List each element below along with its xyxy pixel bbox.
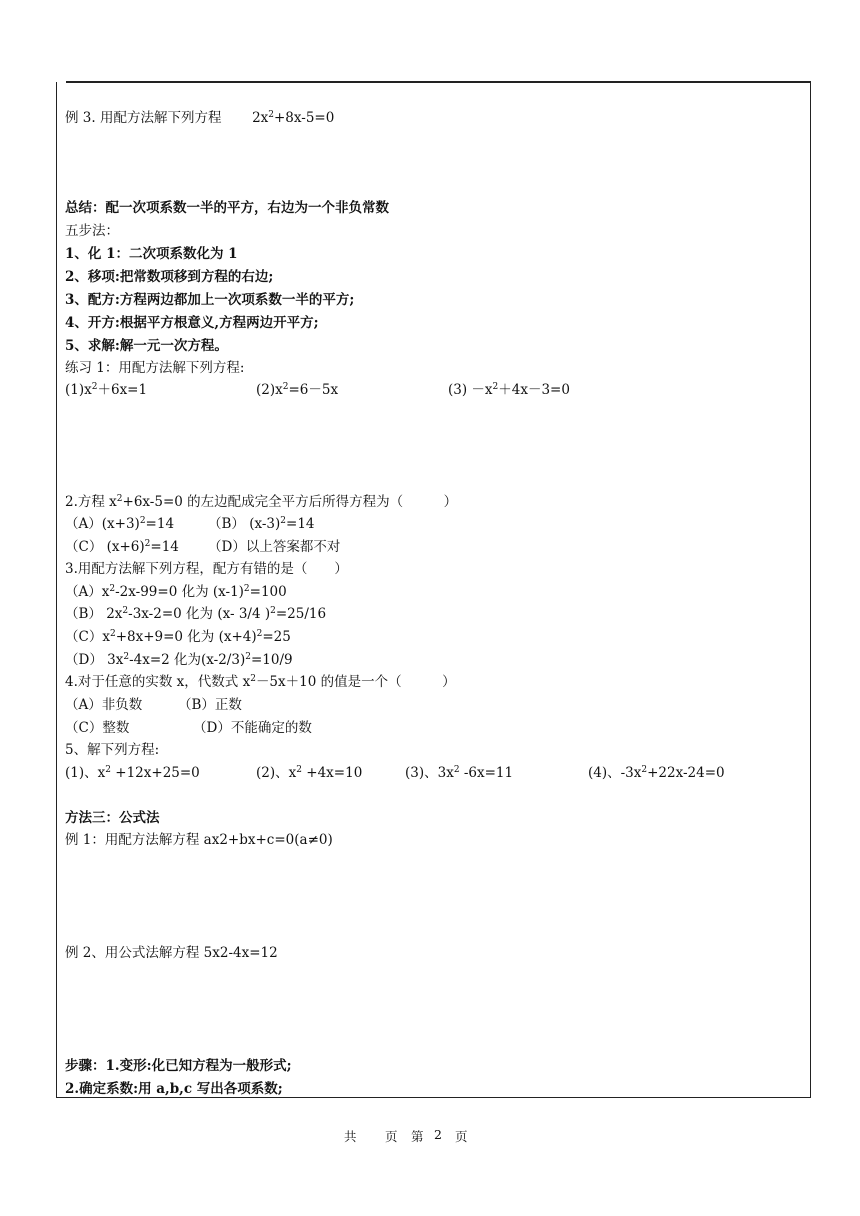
q4-option-d: （D）不能确定的数 (193, 720, 312, 736)
q5-item-3: (3)、$3x^2$ -6x=11 (405, 765, 514, 781)
q2-option-a: $(A)(x+3)^2=14$ (65, 516, 175, 532)
q3-option-b: （B） $2x^2-3x-2=0$ 化为 (x- 3/4 )$^2$=25/16 (65, 606, 327, 622)
q4-stem: 4.对于任意的实数 x，代数式 $x^2-5x+10$ 的值是一个（ ） (65, 674, 456, 690)
q3-stem: 3.用配方法解下列方程，配方有错的是（ ） (65, 561, 348, 577)
example3-label: 例 3. 用配方法解下列方程 (65, 110, 222, 126)
q5-item-1: (1)、$x^2 +12x+25=0$ (65, 765, 200, 781)
exercise1-item-3: $(3) -x^2+4x-3=0$ (448, 382, 570, 398)
exercise1-item-2: $(2)x^2=6-5x$ (256, 382, 339, 398)
method3-title: 方法三：公式法 (65, 810, 160, 826)
method3-steps-line2: 2.确定系数:用 a,b,c 写出各项系数; (65, 1081, 283, 1097)
step-5: 5、求解:解一元一次方程。 (65, 338, 228, 354)
footer-page-prefix: 第 (411, 1129, 424, 1144)
footer-page-number: 2 (434, 1127, 442, 1142)
example3-equation: $2x^2+8x-5=0$ (252, 110, 335, 126)
q2-stem: 2.方程 $x^2+6x-5=0$ 的左边配成完全平方后所得方程为（ ） (65, 494, 458, 510)
step-3: 3、配方:方程两边都加上一次项系数一半的平方; (65, 292, 355, 308)
q3-option-c: $(C)x^2+8x+9=0$ 化为 $(x+4)^2=25$ (65, 629, 291, 645)
exercise1-title: 练习 1：用配方法解下列方程: (65, 360, 245, 376)
q2-option-d: （D）以上答案都不对 (208, 539, 341, 555)
method3-steps-line1: 步骤：1.变形:化已知方程为一般形式; (65, 1058, 292, 1074)
five-steps-heading: 五步法： (65, 223, 119, 239)
method3-example2: 例 2、用公式法解方程 5x2-4x=12 (65, 945, 278, 961)
summary-title: 总结：配一次项系数一半的平方，右边为一个非负常数 (65, 200, 389, 216)
step-2: 2、移项:把常数项移到方程的右边; (65, 269, 274, 285)
footer-page-unit1: 页 (385, 1129, 398, 1144)
example3-line (65, 109, 334, 127)
q4-option-a: （A）非负数 (65, 697, 143, 713)
q2-option-c: （C） $(x+6)^2=14$ (65, 539, 179, 555)
step-4: 4、开方:根据平方根意义,方程两边开平方; (65, 315, 319, 331)
method3-example1: 例 1：用配方法解方程 ax2+bx+c=0(a≠0) (65, 832, 333, 848)
footer-total: 共 (344, 1129, 357, 1144)
exercise1-item-1: $(1)x^2+6x=1$ (65, 382, 148, 398)
step-1: 1、化 1：二次项系数化为 1 (65, 246, 238, 262)
q2-option-b: （B） $(x-3)^2=14$ (208, 516, 315, 532)
q5-stem: 5、解下列方程: (65, 742, 160, 758)
q4-option-b: （B）正数 (178, 697, 242, 713)
q5-item-2: (2)、$x^2 +4x=10$ (256, 765, 363, 781)
q5-item-4: (4)、$-3x^2+22x-24=0$ (588, 765, 725, 781)
footer-page-unit2: 页 (455, 1129, 468, 1144)
q3-option-d: （D） $3x^2-4x=2$ 化为$(x-2/3)^2=10/9$ (65, 652, 293, 668)
q4-option-c: （C）整数 (65, 720, 130, 736)
q3-option-a: $(A)x^2-2x-99=0$ 化为 $(x-1)^2=100$ (65, 584, 287, 600)
